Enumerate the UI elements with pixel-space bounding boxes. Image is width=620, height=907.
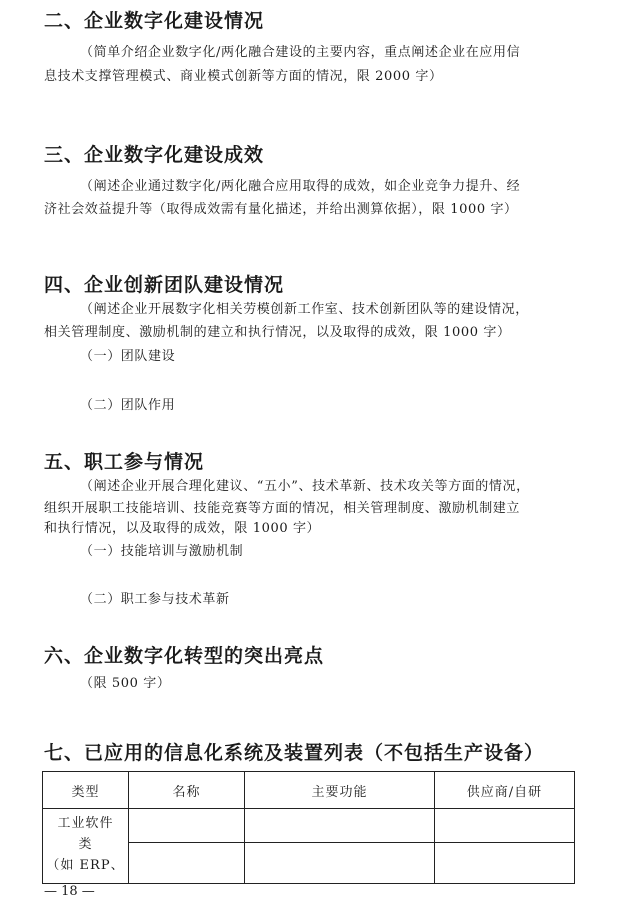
section-4-heading: 四、企业创新团队建设情况	[44, 274, 285, 296]
header-type: 类型	[43, 772, 129, 809]
section-4-desc-line-1: （阐述企业开展数字化相关劳模创新工作室、技术创新团队等的建设情况，	[80, 302, 529, 317]
header-function: 主要功能	[245, 772, 435, 809]
section-4-subheading-2: （二）团队作用	[80, 398, 176, 413]
section-7-heading: 七、已应用的信息化系统及装置列表（不包括生产设备）	[44, 742, 545, 764]
table-cell	[435, 809, 575, 843]
table-header-row	[43, 772, 575, 809]
category-line-1: 工业软件	[57, 816, 114, 831]
section-3-desc-line-2: 济社会效益提升等（取得成效需有量化描述，并给出测算依据），限 1000 字）	[44, 202, 518, 217]
table-cell	[245, 843, 435, 884]
section-3-heading: 三、企业数字化建设成效	[44, 144, 265, 166]
section-4-subheading-1: （一）团队建设	[80, 349, 176, 364]
table-row	[43, 809, 575, 843]
section-6-desc: （限 500 字）	[80, 676, 171, 691]
section-2-desc-line-1: （简单介绍企业数字化/两化融合建设的主要内容，重点阐述企业在应用信	[80, 45, 521, 60]
table-cell	[129, 843, 245, 884]
section-5-subheading-1: （一）技能培训与激励机制	[80, 544, 244, 559]
section-4-desc-line-2: 相关管理制度、激励机制的建立和执行情况，以及取得的成效，限 1000 字）	[44, 325, 511, 340]
table-cell	[435, 843, 575, 884]
page-number: — 18 —	[44, 884, 95, 899]
table-cell	[129, 809, 245, 843]
info-systems-table	[42, 771, 575, 884]
section-6-heading: 六、企业数字化转型的突出亮点	[44, 645, 325, 667]
header-name: 名称	[129, 772, 245, 809]
section-5-desc-line-3: 和执行情况，以及取得的成效，限 1000 字）	[44, 521, 321, 536]
section-5-desc-line-2: 组织开展职工技能培训、技能竞赛等方面的情况，相关管理制度、激励机制建立	[44, 501, 521, 516]
section-3-desc-line-1: （阐述企业通过数字化/两化融合应用取得的成效，如企业竞争力提升、经	[80, 179, 521, 194]
section-5-desc-line-1: （阐述企业开展合理化建议、“五小”、技术革新、技术攻关等方面的情况，	[80, 479, 530, 494]
header-supplier: 供应商/自研	[435, 772, 575, 809]
section-5-subheading-2: （二）职工参与技术革新	[80, 592, 230, 607]
category-line-2: 类	[78, 837, 93, 852]
category-line-3: （如 ERP、	[46, 858, 125, 873]
section-2-desc-line-2: 息技术支撑管理模式、商业模式创新等方面的情况，限 2000 字）	[44, 69, 443, 84]
table-cell	[245, 809, 435, 843]
section-2-heading: 二、企业数字化建设情况	[44, 10, 265, 32]
category-cell-industrial-software	[43, 809, 129, 884]
section-5-heading: 五、职工参与情况	[44, 451, 205, 473]
